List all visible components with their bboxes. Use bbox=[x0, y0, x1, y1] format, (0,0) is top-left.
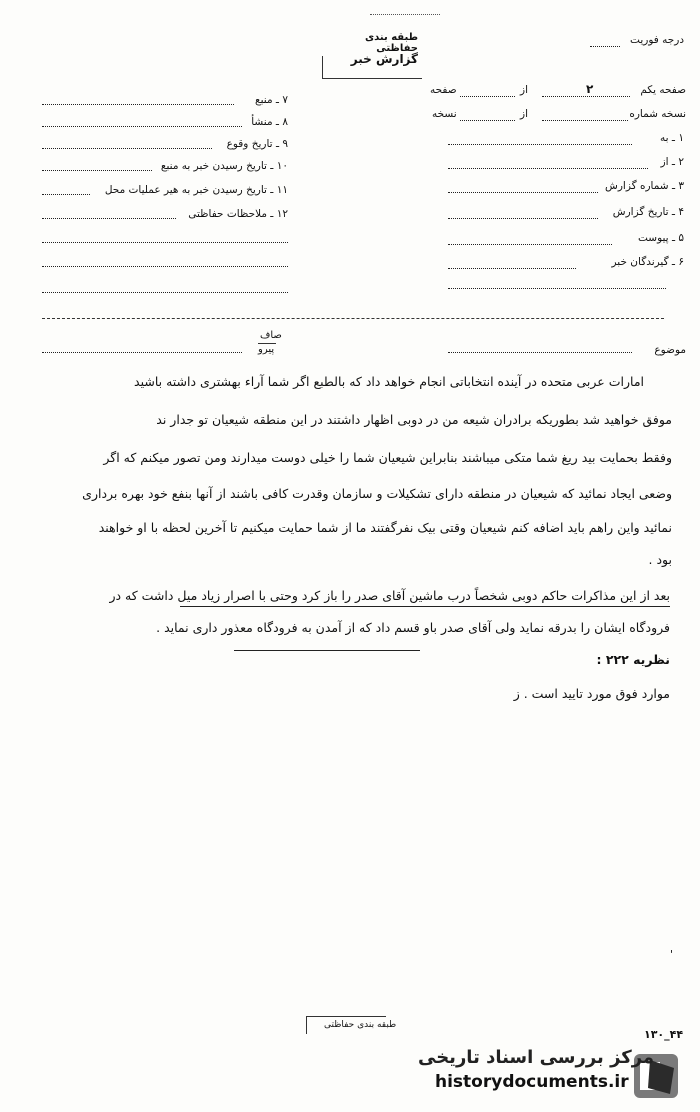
office-title: طبقه بندی حفاظتی bbox=[364, 32, 418, 54]
body-line: امارات عربی متحده در آینده انتخاباتی انجام خواهد داد که بالطبع اگر شما آراء بهشتری داشته باشید bbox=[134, 374, 644, 389]
field-from: ۲ ـ از bbox=[660, 156, 684, 168]
dots bbox=[42, 170, 152, 171]
field-origin: ۸ ـ منشأ bbox=[251, 116, 288, 128]
dots bbox=[42, 194, 90, 195]
header-separator bbox=[42, 318, 664, 320]
field-received-source: ۱۰ ـ تاریخ رسیدن خبر به منبع bbox=[160, 160, 288, 172]
bottom-stamp bbox=[270, 990, 410, 1040]
dots bbox=[460, 120, 515, 121]
body-line: وضعی ایجاد نمائید که شیعیان در منطقه دارای تشکیلات و سازمان وقدرت کافی باشند از آنها بنفع خود بهره برداری bbox=[82, 486, 672, 501]
dots bbox=[590, 46, 620, 47]
body-line: بود . bbox=[648, 552, 672, 567]
dots bbox=[448, 244, 612, 245]
dots bbox=[42, 352, 242, 353]
confirmation-line: موارد فوق مورد تایید است . ز bbox=[513, 686, 670, 701]
margin-mark: ' bbox=[670, 948, 674, 961]
dots bbox=[42, 218, 176, 219]
dots bbox=[42, 266, 288, 267]
body-line: وفقط بحمایت بید ریغ شما متکی میباشند بنابراین شیعیان شما را خیلی دوست میدارند ومن تصور میکنم که اگر bbox=[103, 450, 672, 465]
field-recipients: ۶ ـ گیرندگان خبر bbox=[611, 256, 684, 268]
body-line: موفق خواهید شد بطوریکه برادران شیعه من در دوبی اظهار داشتند در این منطقه شیعیان تو جدار ند bbox=[156, 412, 672, 427]
dots bbox=[42, 148, 212, 149]
page-of: از bbox=[520, 84, 528, 96]
stamp-text: طبقه بندی حفاظتی bbox=[324, 1020, 397, 1030]
watermark-title: مرکز بررسی اسناد تاریخی bbox=[418, 1047, 655, 1068]
box-border bbox=[322, 56, 323, 78]
field-attachment: ۵ ـ پیوست bbox=[637, 232, 684, 244]
dots bbox=[42, 104, 234, 105]
underline bbox=[234, 650, 420, 651]
header-box bbox=[322, 32, 422, 82]
dots bbox=[42, 126, 242, 127]
stamp-line bbox=[306, 1016, 386, 1017]
opinion-number: نظریه ۲۲۲ : bbox=[596, 652, 670, 667]
underline bbox=[180, 606, 670, 607]
dots bbox=[42, 242, 288, 243]
copy-of: از bbox=[520, 108, 528, 120]
dots bbox=[542, 96, 630, 97]
dots bbox=[460, 96, 515, 97]
subject-label: موضوع bbox=[654, 344, 686, 356]
box-border bbox=[322, 78, 422, 79]
stamp-line bbox=[306, 1016, 307, 1034]
page-label: صفحه یکم bbox=[640, 84, 686, 96]
body-line: فرودگاه ایشان را بدرقه نماید ولی آقای صدر باو قسم داد که از آمدن به فرودگاه معذور داری نماید . bbox=[156, 620, 670, 635]
dots bbox=[448, 218, 598, 219]
dots bbox=[448, 268, 576, 269]
form-title: گزارش خبر bbox=[350, 52, 418, 66]
field-security-notes: ۱۲ ـ ملاحظات حفاظتی bbox=[188, 208, 288, 220]
dots bbox=[448, 168, 648, 169]
copy-unit: نسخه bbox=[432, 108, 457, 120]
field-report-number: ۳ ـ شماره گزارش bbox=[605, 180, 684, 192]
top-mark bbox=[370, 14, 440, 15]
field-to: ۱ ـ به bbox=[660, 132, 684, 144]
dots bbox=[542, 120, 628, 121]
page-unit: صفحه bbox=[430, 84, 457, 96]
copy-label: نسخه شماره bbox=[629, 108, 686, 120]
dots bbox=[448, 144, 632, 145]
body-line: بعد از این مذاکرات حاکم دوبی شخصاً درب ماشین آقای صدر را باز کرد وحتی با اصرار زیاد میل داشت که در bbox=[109, 588, 670, 603]
subject-annotation-bottom: پیرو bbox=[258, 344, 275, 355]
field-source: ۷ ـ منبع bbox=[255, 94, 288, 106]
classification-label: درجه فوریت bbox=[630, 34, 684, 46]
dots bbox=[448, 352, 632, 353]
page-code: ۴۴_۱۳۰ bbox=[644, 1028, 684, 1041]
field-received-ops: ۱۱ ـ تاریخ رسیدن خبر به هیر عملیات محل bbox=[104, 184, 288, 196]
dots bbox=[448, 288, 666, 289]
body-line: نمائید واین راهم باید اضافه کنم شیعیان وقتی بیک نفرگفتند ما از شما حمایت میکنیم تا آخرین لحظه با او خواهند bbox=[98, 520, 672, 535]
dots bbox=[448, 192, 598, 193]
page-number: ۲ bbox=[586, 82, 594, 96]
watermark-url: historydocuments.ir bbox=[435, 1072, 629, 1092]
field-occurrence-date: ۹ ـ تاریخ وقوع bbox=[226, 138, 288, 150]
field-report-date: ۴ ـ تاریخ گزارش bbox=[612, 206, 684, 218]
subject-annotation-top: صاف bbox=[260, 330, 282, 341]
dots bbox=[42, 292, 288, 293]
